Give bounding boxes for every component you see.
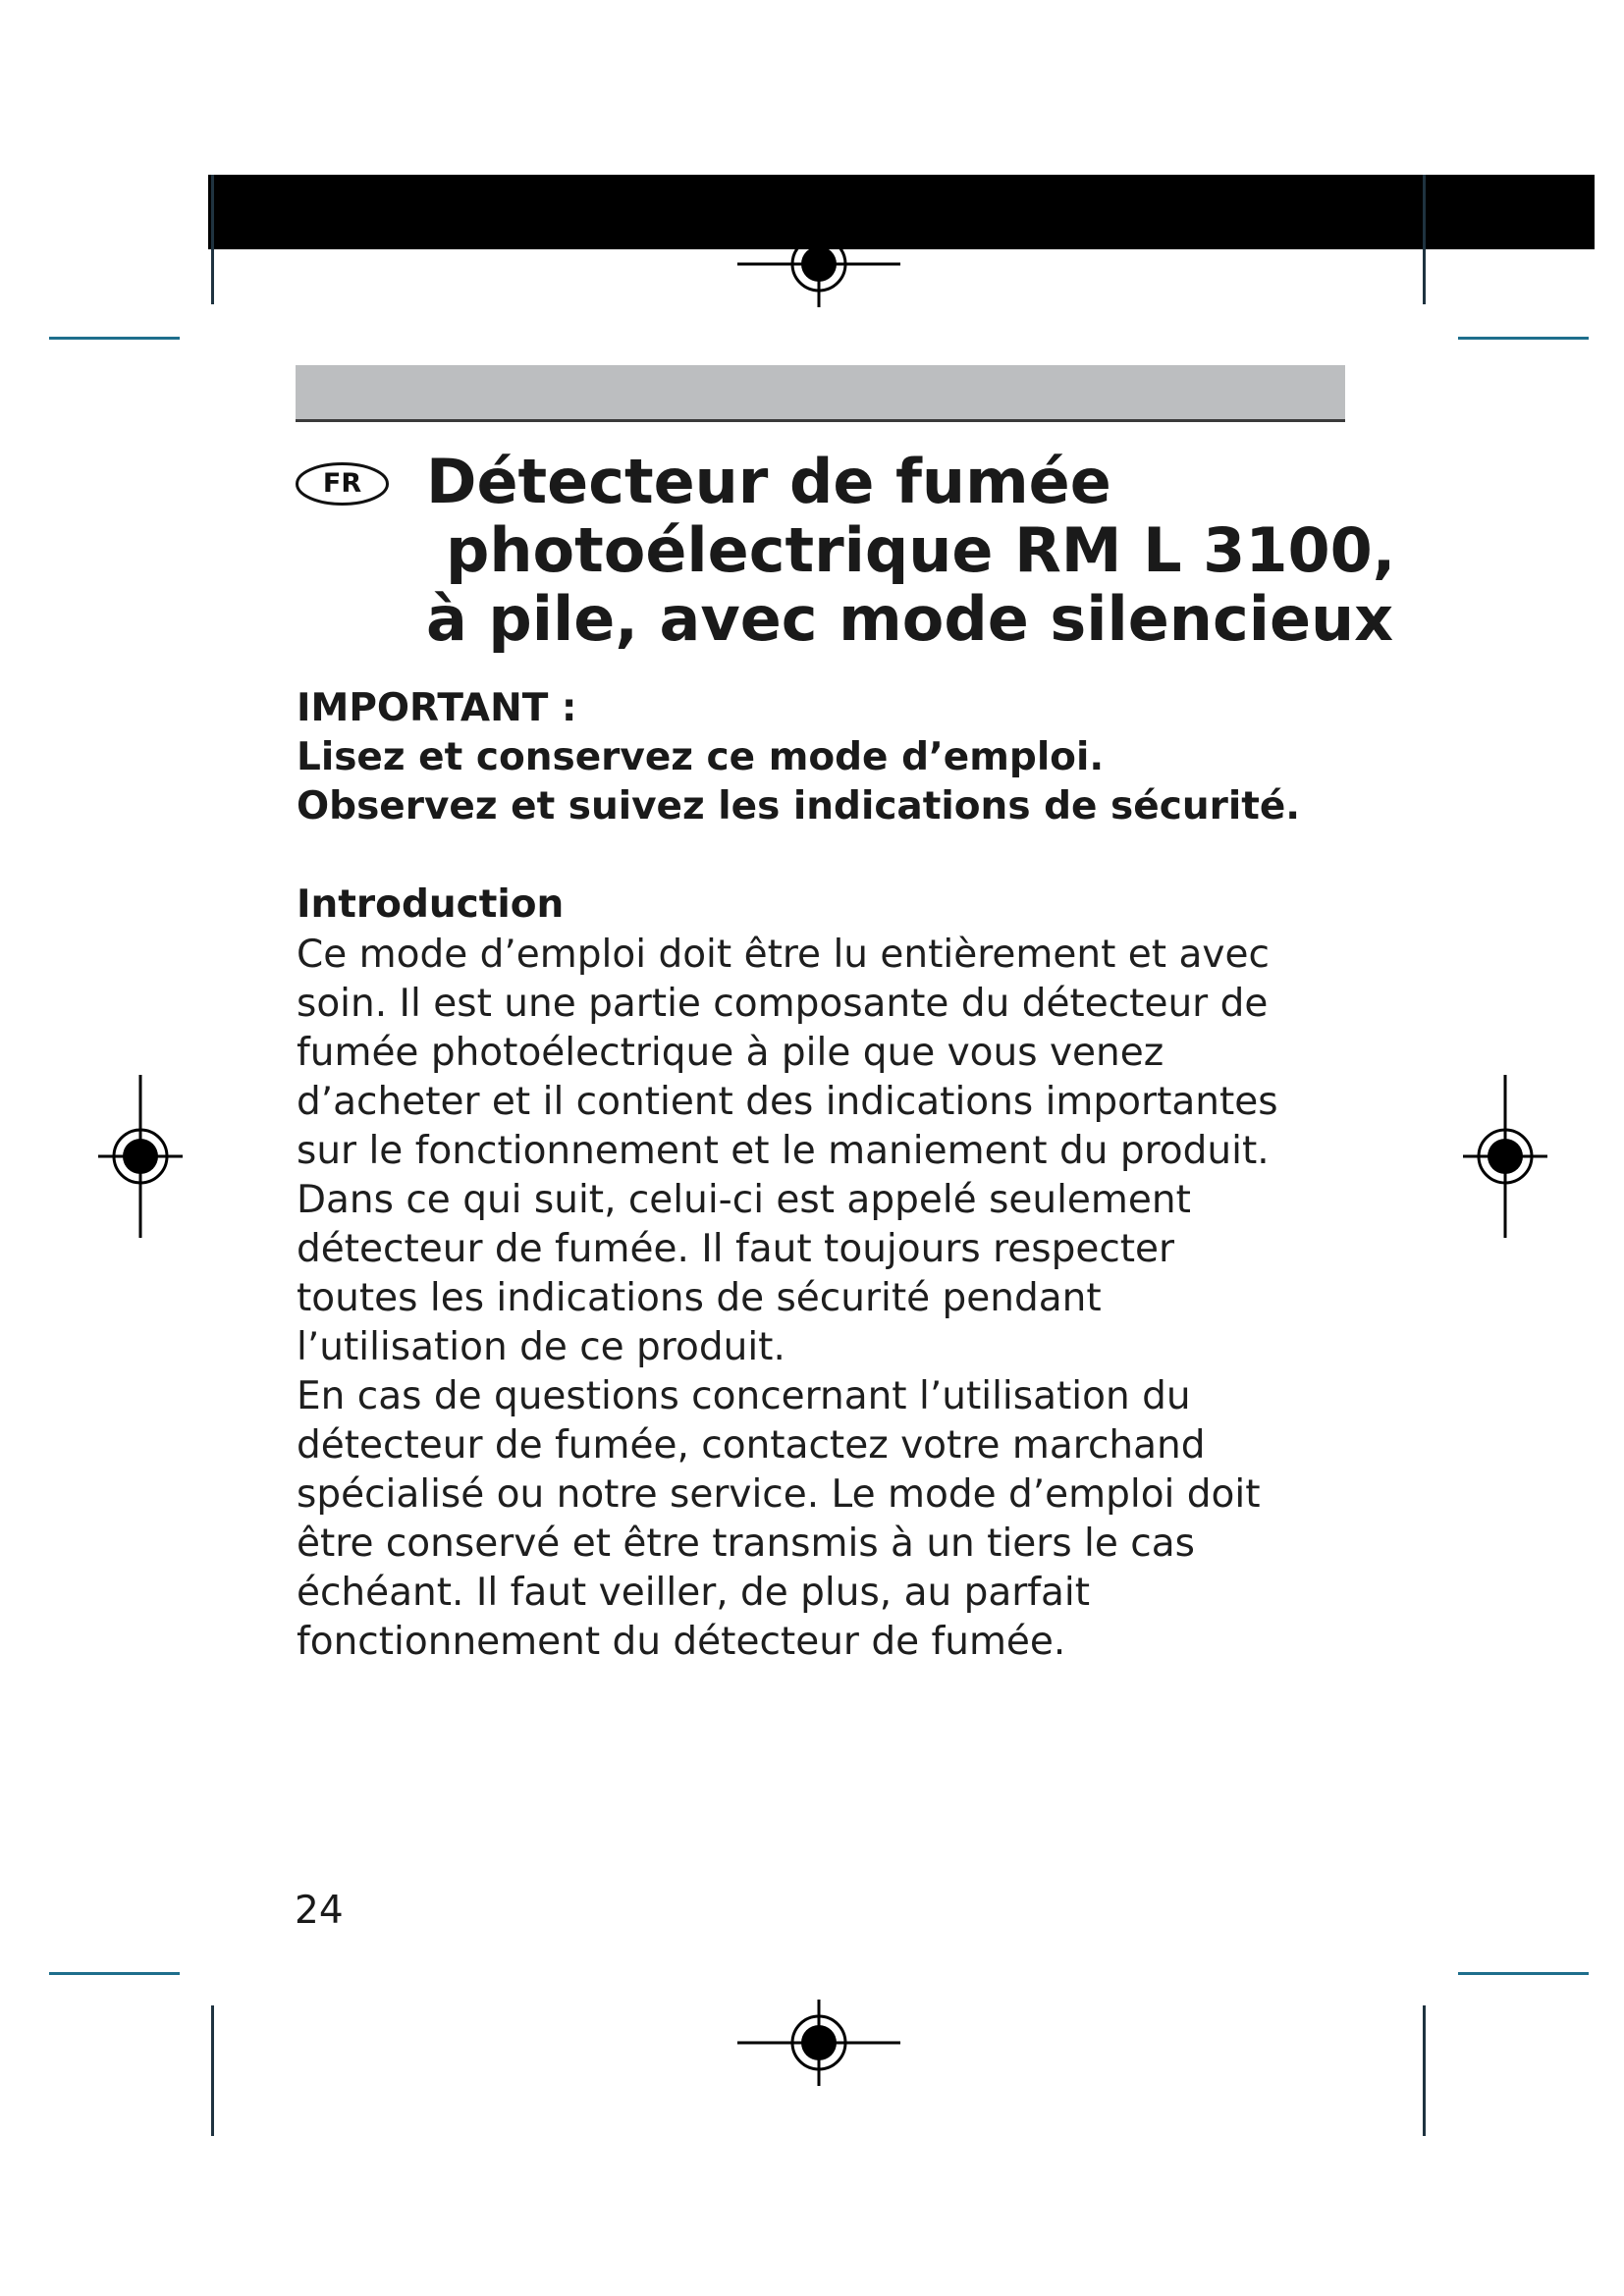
registration-mark-icon (737, 221, 900, 307)
crop-mark-bottom-right-v (1423, 2005, 1426, 2136)
body-line: détecteur de fumée, contactez votre marchand (297, 1423, 1206, 1468)
title-line: Détecteur de fumée (426, 446, 1111, 517)
body-line: fumée photoélectrique à pile que vous venez (297, 1031, 1164, 1075)
crop-mark-top-right-h (1458, 337, 1589, 340)
section-band (296, 365, 1345, 419)
body-line: soin. Il est une partie composante du détecteur de (297, 982, 1269, 1026)
body-line: Ce mode d’emploi doit être lu entièrement et avec (297, 933, 1270, 977)
crop-mark-bottom-right-h (1458, 1972, 1589, 1975)
body-line: d’acheter et il contient des indications importantes (297, 1080, 1278, 1124)
body-line: échéant. Il faut veiller, de plus, au parfait (297, 1571, 1091, 1615)
body-line: sur le fonctionnement et le maniement du produit. (297, 1129, 1270, 1173)
page-title (426, 448, 1408, 654)
page-number: 24 (295, 1889, 344, 1933)
body-line: fonctionnement du détecteur de fumée. (297, 1620, 1066, 1664)
important-notice (297, 684, 1377, 831)
registration-mark-icon (98, 1075, 183, 1238)
header-bar (208, 175, 1595, 249)
crop-mark-bottom-left-h (49, 1972, 180, 1975)
body-line: Dans ce qui suit, celui-ci est appelé seulement (297, 1178, 1191, 1222)
registration-mark-icon (1463, 1075, 1547, 1238)
title-line: photoélectrique RM L 3100, (446, 514, 1396, 586)
section-rule (296, 419, 1345, 422)
title-line: à pile, avec mode silencieux (426, 583, 1394, 655)
body-line: l’utilisation de ce produit. (297, 1325, 785, 1369)
body-line: être conservé et être transmis à un tiers le cas (297, 1522, 1195, 1566)
body-line: En cas de questions concernant l’utilisation du (297, 1374, 1191, 1418)
crop-mark-top-right-v (1423, 175, 1426, 304)
important-label: IMPORTANT : (297, 686, 577, 730)
body-text (297, 931, 1386, 1667)
body-line: spécialisé ou notre service. Le mode d’emploi doit (297, 1472, 1261, 1517)
body-line: toutes les indications de sécurité pendant (297, 1276, 1102, 1320)
crop-mark-top-left-h (49, 337, 180, 340)
body-line: détecteur de fumée. Il faut toujours respecter (297, 1227, 1175, 1271)
crop-mark-bottom-left-v (211, 2005, 214, 2136)
important-line: Observez et suivez les indications de sécurité. (297, 784, 1301, 828)
section-heading-introduction: Introduction (297, 882, 565, 927)
important-line: Lisez et conservez ce mode d’emploi. (297, 735, 1105, 779)
language-badge (295, 461, 390, 507)
crop-mark-top-left-v (211, 175, 214, 304)
language-badge-label: FR (322, 468, 362, 499)
registration-mark-icon (737, 2000, 900, 2086)
